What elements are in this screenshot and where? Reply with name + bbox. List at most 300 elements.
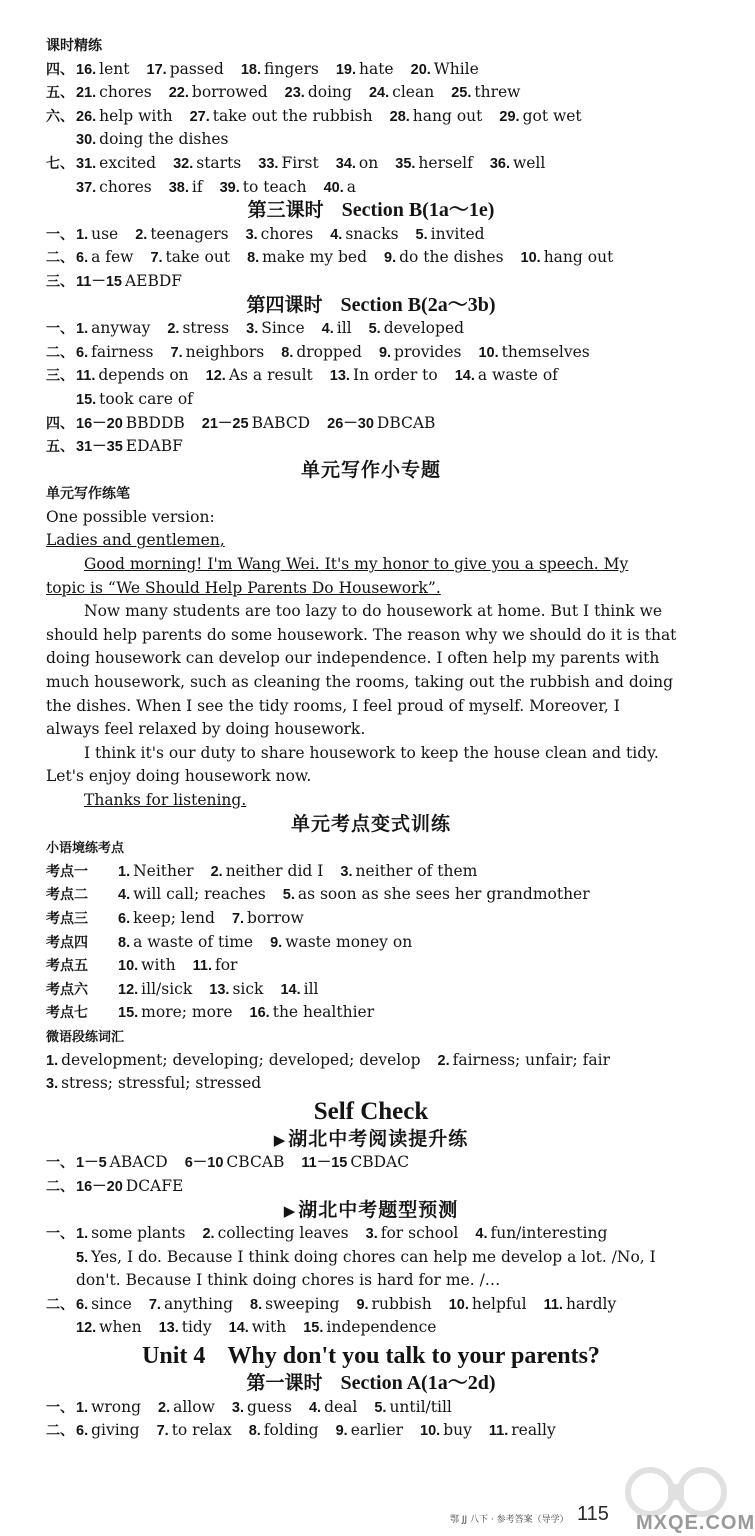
subheading [46, 34, 696, 58]
answer-item [149, 1293, 233, 1318]
section-prefix: 二、 [46, 1296, 74, 1313]
answer-text: borrowed [191, 83, 268, 102]
answer-item [173, 152, 241, 177]
answer-number: 3. [231, 1399, 244, 1416]
answer-text: chores [260, 224, 314, 243]
answer-number: 21－25 [201, 415, 249, 432]
answer-item [327, 412, 435, 437]
answer-text: depends on [98, 366, 189, 385]
kaodian-row [46, 954, 696, 978]
text: 湖北中考阅读提升练 [288, 1127, 469, 1150]
answer-number: 3. [340, 863, 353, 880]
answer-text: stress [182, 319, 230, 338]
answer-number: 20. [410, 61, 431, 78]
kaodian-row [46, 978, 696, 1002]
answer-text: some plants [91, 1224, 186, 1243]
answer-number: 3. [246, 321, 259, 338]
answer-text: lent [99, 59, 130, 78]
answer-number: 2. [167, 321, 180, 338]
answer-number: 2. [202, 1226, 215, 1243]
answer-number: 7. [156, 1423, 169, 1440]
answer-text: fun/interesting [490, 1224, 608, 1243]
answer-line [46, 270, 696, 294]
answer-number: 4. [321, 321, 334, 338]
answer-text: DBCAB [376, 413, 436, 432]
answer-text: got wet [522, 106, 582, 125]
answer-text: independence [326, 1318, 437, 1337]
answer-item [118, 907, 215, 932]
subheading-label: 单元写作练笔 [46, 486, 130, 503]
answer-item [135, 223, 228, 248]
answer-text: hardly [565, 1294, 617, 1313]
page-number: 115 [577, 1503, 609, 1525]
play-icon: ▶ [283, 1201, 297, 1220]
answer-item [336, 152, 379, 177]
answer-text: hate [358, 59, 394, 78]
answer-number: 6. [76, 250, 89, 267]
answer-item [499, 105, 581, 130]
answer-item [118, 931, 253, 956]
answer-item [241, 58, 319, 83]
answer-text: doing [307, 83, 352, 102]
answer-item [159, 1316, 212, 1341]
answer-text: tidy [181, 1318, 212, 1337]
answer-item [76, 223, 118, 248]
answer-number: 8. [281, 344, 294, 361]
answer-item [76, 1316, 142, 1341]
essay-greeting [46, 529, 696, 553]
answer-number: 38. [168, 179, 189, 196]
answer-item [285, 81, 352, 106]
answer-item [169, 176, 203, 201]
kaodian-row [46, 1001, 696, 1025]
answer-item [336, 1419, 403, 1444]
answer-item [411, 58, 479, 83]
answer-item [211, 860, 324, 885]
unit-number: Unit 4 [142, 1343, 206, 1370]
answer-item [544, 1293, 617, 1318]
section-prefix: 四、 [46, 61, 74, 78]
answer-item [490, 152, 546, 177]
answer-text: deal [324, 1397, 358, 1416]
text: doing housework can develop our independence. I often help my parents with [46, 649, 660, 668]
answer-text: do the dishes [399, 248, 504, 267]
answer-text: As a result [228, 366, 313, 385]
answer-number: 9. [335, 1423, 348, 1440]
answer-item [150, 246, 230, 271]
answer-text: waste money on [285, 932, 413, 951]
watermark-text: MXQE.COM [636, 1512, 755, 1534]
answer-text: allow [173, 1397, 215, 1416]
answer-number: 22. [168, 85, 189, 102]
answer-item [356, 1293, 431, 1318]
answer-item [374, 1396, 452, 1421]
play-icon: ▶ [273, 1130, 287, 1149]
answer-number: 14. [228, 1320, 249, 1337]
answer-item [229, 1316, 287, 1341]
answer-text: make my bed [262, 248, 367, 267]
answer-text: clean [392, 83, 435, 102]
answer-item [118, 1001, 233, 1026]
essay-line [46, 647, 696, 671]
section-label: Section B(1a～1e) [341, 199, 495, 222]
vocab-line [46, 1049, 696, 1073]
answer-number: 11. [488, 1423, 509, 1440]
answer-text: Since [261, 319, 305, 338]
section-prefix: 四、 [46, 415, 74, 432]
section-prefix: 五、 [46, 439, 74, 456]
section-prefix: 三、 [46, 368, 74, 385]
answer-line [46, 1269, 696, 1293]
answer-number: 1. [76, 321, 89, 338]
answer-line [46, 388, 696, 412]
answer-number: 1. [76, 226, 89, 243]
answer-text: help with [99, 106, 173, 125]
answer-number: 19. [335, 61, 356, 78]
text: topic is “We Should Help Parents Do Housework”. [46, 578, 441, 597]
subheading-label: 小语境练考点 [46, 841, 125, 857]
answer-number: 2. [135, 226, 148, 243]
answer-item [455, 364, 558, 389]
answer-number: 15. [118, 1005, 139, 1022]
answer-item [247, 246, 367, 271]
kaodian-label: 考点四 [46, 934, 88, 951]
text: One possible version: [46, 507, 215, 526]
answer-text: neither did I [225, 861, 324, 880]
answer-item [249, 1419, 319, 1444]
section-prefix: 二、 [46, 1423, 74, 1440]
answer-text: ill/sick [141, 979, 193, 998]
answer-item [76, 176, 152, 201]
answer-item [379, 341, 462, 366]
text: 单元写作小专题 [300, 458, 441, 481]
answer-item [76, 246, 133, 271]
answer-item [169, 81, 268, 106]
answer-item [202, 412, 310, 437]
answer-line [46, 1293, 696, 1317]
answer-text: anything [163, 1294, 233, 1313]
answer-number: 1. [76, 1399, 89, 1416]
answer-text: well [512, 153, 546, 172]
answer-text: AEBDF [124, 271, 183, 290]
answer-number: 9. [270, 934, 283, 951]
answer-number: 5. [374, 1399, 387, 1416]
answer-number: 3. [365, 1226, 378, 1243]
answer-item [420, 1419, 472, 1444]
answer-text: rubbish [371, 1294, 432, 1313]
answer-text: buy [443, 1421, 472, 1440]
answer-item [76, 1293, 132, 1318]
kaodian-label: 考点五 [46, 958, 88, 975]
answer-number: 29. [499, 108, 520, 125]
answer-text: to relax [171, 1421, 232, 1440]
answer-item [158, 1396, 215, 1421]
answer-item [118, 860, 194, 885]
answer-line [46, 246, 696, 270]
answer-text: guess [246, 1397, 292, 1416]
answer-number: 32. [173, 155, 194, 172]
answer-number: 36. [489, 155, 510, 172]
answer-item [193, 954, 238, 979]
answer-number: 10. [448, 1296, 469, 1313]
answer-item [324, 176, 356, 201]
essay-line [46, 553, 696, 577]
answer-text: fingers [264, 59, 319, 78]
answer-item [369, 317, 464, 342]
answer-item [76, 58, 130, 83]
answer-text: keep; lend [133, 908, 215, 927]
answer-text: stress; stressful; stressed [61, 1074, 262, 1093]
subheading-label: 课时精练 [46, 38, 102, 54]
answer-number: 4. [308, 1399, 322, 1416]
answer-text: threw [474, 83, 521, 102]
subheading-label: 微语段练词汇 [46, 1029, 125, 1045]
answer-number: 1－5 [76, 1155, 107, 1172]
answer-number: 7. [150, 250, 163, 267]
answer-number: 27. [189, 108, 210, 125]
answer-text: took care of [99, 389, 193, 408]
answer-line [46, 412, 696, 436]
answer-number: 6. [76, 344, 89, 361]
answer-item [76, 105, 173, 130]
answer-item [330, 223, 398, 248]
answer-item [76, 435, 183, 460]
lesson-heading [46, 199, 696, 223]
section-label: Section A(1a～2d) [340, 1372, 496, 1395]
answer-line [46, 81, 696, 105]
unit-name: Why don't you talk to your parents? [227, 1343, 600, 1370]
answer-text: doing the dishes [99, 130, 229, 149]
text: 湖北中考题型预测 [298, 1198, 459, 1221]
answer-number: 8. [118, 934, 131, 951]
answer-item [76, 317, 150, 342]
answer-line [46, 435, 696, 459]
reading-title [46, 1128, 696, 1152]
answer-item [449, 1293, 527, 1318]
answer-text: EDABF [125, 437, 183, 456]
answer-number: 12. [205, 368, 226, 385]
answer-line [46, 58, 696, 82]
essay-closing [46, 789, 696, 813]
answer-text: will call; reaches [133, 885, 266, 904]
section-prefix: 三、 [46, 273, 74, 290]
answer-text: anyway [91, 319, 151, 338]
essay-line [46, 600, 696, 624]
answer-item [232, 907, 304, 932]
answer-item [46, 1072, 261, 1097]
answer-item [118, 978, 192, 1003]
answer-item [309, 1396, 357, 1421]
answer-text: neighbors [185, 342, 265, 361]
answer-text: ill [303, 979, 319, 998]
answer-text: chores [99, 177, 152, 196]
answer-number: 5. [76, 1249, 89, 1266]
kaodian-title [46, 813, 696, 837]
essay-line [46, 742, 696, 766]
answer-text: developed [383, 319, 465, 338]
essay-line [46, 671, 696, 695]
answer-text: hang out [543, 248, 614, 267]
answer-line [46, 176, 696, 200]
answer-item [76, 412, 185, 437]
answer-text: to teach [242, 177, 307, 196]
section-prefix: 六、 [46, 108, 74, 125]
answer-item [202, 1222, 348, 1247]
kaodian-row [46, 860, 696, 884]
lesson-label: 第四课时 [246, 293, 323, 316]
answer-item [340, 860, 477, 885]
answer-text: take out [165, 248, 231, 267]
lesson-label: 第三课时 [247, 199, 324, 222]
answer-text: for [214, 956, 238, 975]
answer-text: invited [430, 224, 485, 243]
answer-item [438, 1049, 610, 1074]
answer-item [246, 317, 305, 342]
answer-number: 15. [76, 391, 97, 408]
answer-text: herself [418, 153, 473, 172]
answer-line [46, 223, 696, 247]
answer-text: In order to [352, 366, 438, 385]
section-prefix: 二、 [46, 344, 74, 361]
answer-text: dropped [296, 342, 362, 361]
kaodian-label: 考点二 [46, 887, 88, 904]
answer-item [209, 978, 263, 1003]
answer-line [46, 128, 696, 152]
answer-item [76, 1151, 168, 1176]
answer-text: CBDAC [350, 1153, 410, 1172]
answer-number: 5. [282, 887, 295, 904]
answer-number: 11. [76, 368, 96, 385]
answer-text: BABCD [251, 413, 311, 432]
answer-item [206, 364, 313, 389]
answer-text: take out the rubbish [212, 106, 373, 125]
kaodian-label: 考点七 [46, 1005, 88, 1022]
answer-number: 21. [76, 85, 97, 102]
answer-text: sweeping [265, 1294, 340, 1313]
answer-number: 2. [210, 863, 223, 880]
answer-number: 13. [329, 368, 350, 385]
text: Good morning! I'm Wang Wei. It's my honor to give you a speech. My [84, 555, 629, 574]
answer-item [416, 223, 485, 248]
writing-title [46, 459, 696, 483]
answer-item [232, 1396, 292, 1421]
answer-line [46, 341, 696, 365]
selfcheck-title [46, 1096, 696, 1128]
answer-item [76, 270, 182, 295]
answer-item [118, 883, 266, 908]
answer-number: 1. [118, 863, 131, 880]
answer-number: 40. [323, 179, 344, 196]
text: Ladies and gentlemen, [46, 531, 225, 550]
answer-item [185, 1151, 285, 1176]
answer-line [46, 1175, 696, 1199]
answer-text: use [91, 224, 119, 243]
answer-number: 6. [76, 1296, 89, 1313]
answer-number: 13. [209, 981, 230, 998]
answer-text: giving [91, 1421, 140, 1440]
answer-item [322, 317, 352, 342]
answer-item [147, 58, 224, 83]
answer-item [246, 223, 314, 248]
answer-item [118, 954, 176, 979]
answer-text: since [91, 1294, 132, 1313]
answer-number: 18. [240, 61, 262, 78]
essay-line [46, 577, 696, 601]
answer-number: 3. [245, 226, 258, 243]
text: always feel relaxed by doing housework. [46, 720, 366, 739]
answer-text: themselves [501, 342, 590, 361]
answer-number: 4. [118, 887, 131, 904]
answer-item [489, 1419, 556, 1444]
answer-text: teenagers [150, 224, 229, 243]
answer-item [478, 341, 589, 366]
answer-number: 9. [384, 250, 397, 267]
answer-line [46, 364, 696, 388]
answer-number: 7. [170, 344, 183, 361]
answer-item [76, 152, 156, 177]
answer-number: 17. [146, 61, 167, 78]
answer-number: 9. [356, 1296, 369, 1313]
answer-number: 37. [76, 179, 97, 196]
answer-number: 24. [368, 85, 390, 102]
page-footer-info: 鄂 JJ 八下 · 参考答案（导学） [450, 1515, 569, 1525]
lesson-heading [46, 294, 696, 318]
answer-number: 1. [76, 1226, 89, 1243]
answer-number: 10. [520, 250, 541, 267]
essay-line [46, 718, 696, 742]
answer-item [336, 58, 394, 83]
answer-text: wrong [91, 1397, 142, 1416]
answer-item [384, 246, 504, 271]
answer-text: borrow [247, 908, 304, 927]
answer-item [390, 105, 483, 130]
answer-item [167, 317, 229, 342]
answer-item [303, 1316, 436, 1341]
answer-number: 5. [415, 226, 428, 243]
answer-text: chores [99, 83, 152, 102]
text: 单元考点变式训练 [290, 812, 451, 835]
answer-number: 15. [303, 1320, 324, 1337]
lesson-heading [46, 1372, 696, 1396]
answer-number: 30. [76, 132, 97, 149]
answer-item [76, 1222, 185, 1247]
kaodian-row [46, 883, 696, 907]
answer-text: if [191, 177, 203, 196]
answer-number: 26. [76, 108, 97, 125]
answer-item [451, 81, 520, 106]
answer-number: 39. [219, 179, 240, 196]
kaodian-label: 考点三 [46, 910, 88, 927]
vocab-line [46, 1072, 696, 1096]
answer-text: fairness; unfair; fair [452, 1050, 610, 1069]
answer-number: 8. [250, 1296, 263, 1313]
answer-text: neither of them [355, 861, 478, 880]
text: don't. Because I think doing chores is hard for me. /… [76, 1271, 501, 1290]
answer-line [46, 152, 696, 176]
answer-text: a [346, 177, 356, 196]
answer-line [46, 1151, 696, 1175]
answer-line [46, 1396, 696, 1420]
answer-item [250, 1001, 375, 1026]
answer-text: the healthier [272, 1003, 375, 1022]
answer-text: CBCAB [226, 1153, 285, 1172]
answer-number: 2. [437, 1052, 450, 1069]
answer-number: 16. [249, 1005, 270, 1022]
kaodian-row [46, 907, 696, 931]
subheading [46, 482, 696, 506]
section-prefix: 二、 [46, 1178, 74, 1195]
kaodian-label: 考点一 [46, 863, 88, 880]
